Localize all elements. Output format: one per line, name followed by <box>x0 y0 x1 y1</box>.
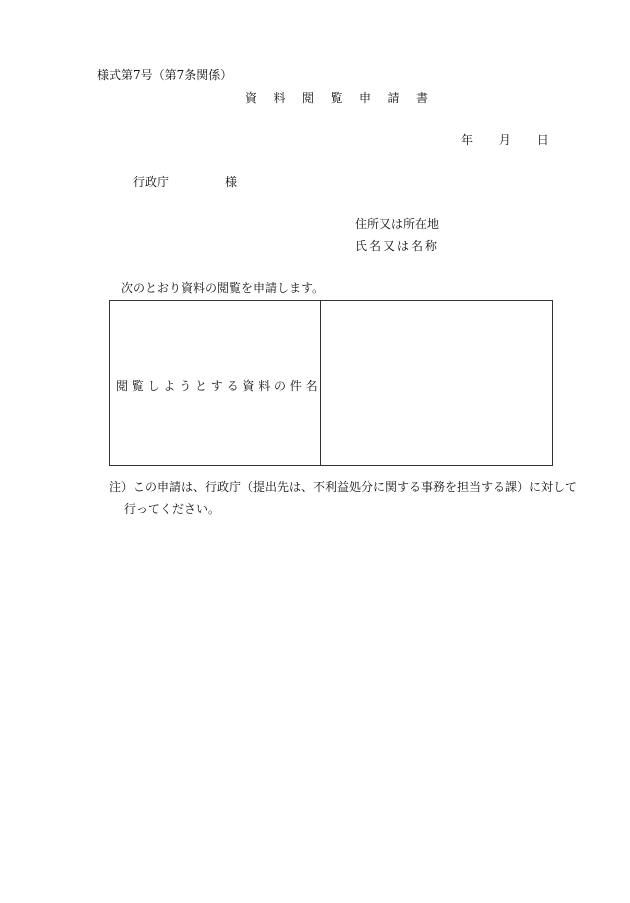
intro-text: 次のとおり資料の閲覧を申請します。 <box>121 281 325 295</box>
document-title: 資料閲覧申請書 <box>245 91 445 105</box>
applicant-name-label: 氏名又は名称 <box>355 239 440 253</box>
addressee-name: 行政庁 <box>133 175 170 189</box>
date-year-label: 年 <box>461 133 474 147</box>
form-number: 様式第7号（第7条関係） <box>97 68 233 82</box>
date-line <box>461 131 549 148</box>
date-day-label: 日 <box>536 133 549 147</box>
material-title-field[interactable] <box>326 309 544 457</box>
applicant-address-label: 住所又は所在地 <box>355 217 440 231</box>
addressee-honorific: 様 <box>225 175 238 189</box>
request-table <box>109 300 553 466</box>
material-title-label: 閲覧しようとする資料の件名 <box>116 379 322 393</box>
note-line-1: 注）この申請は、行政庁（提出先は、不利益処分に関する事務を担当する課）に対して <box>109 480 578 494</box>
note-line-2: 行ってください。 <box>124 502 221 516</box>
date-month-label: 月 <box>498 133 511 147</box>
addressee <box>133 173 237 190</box>
